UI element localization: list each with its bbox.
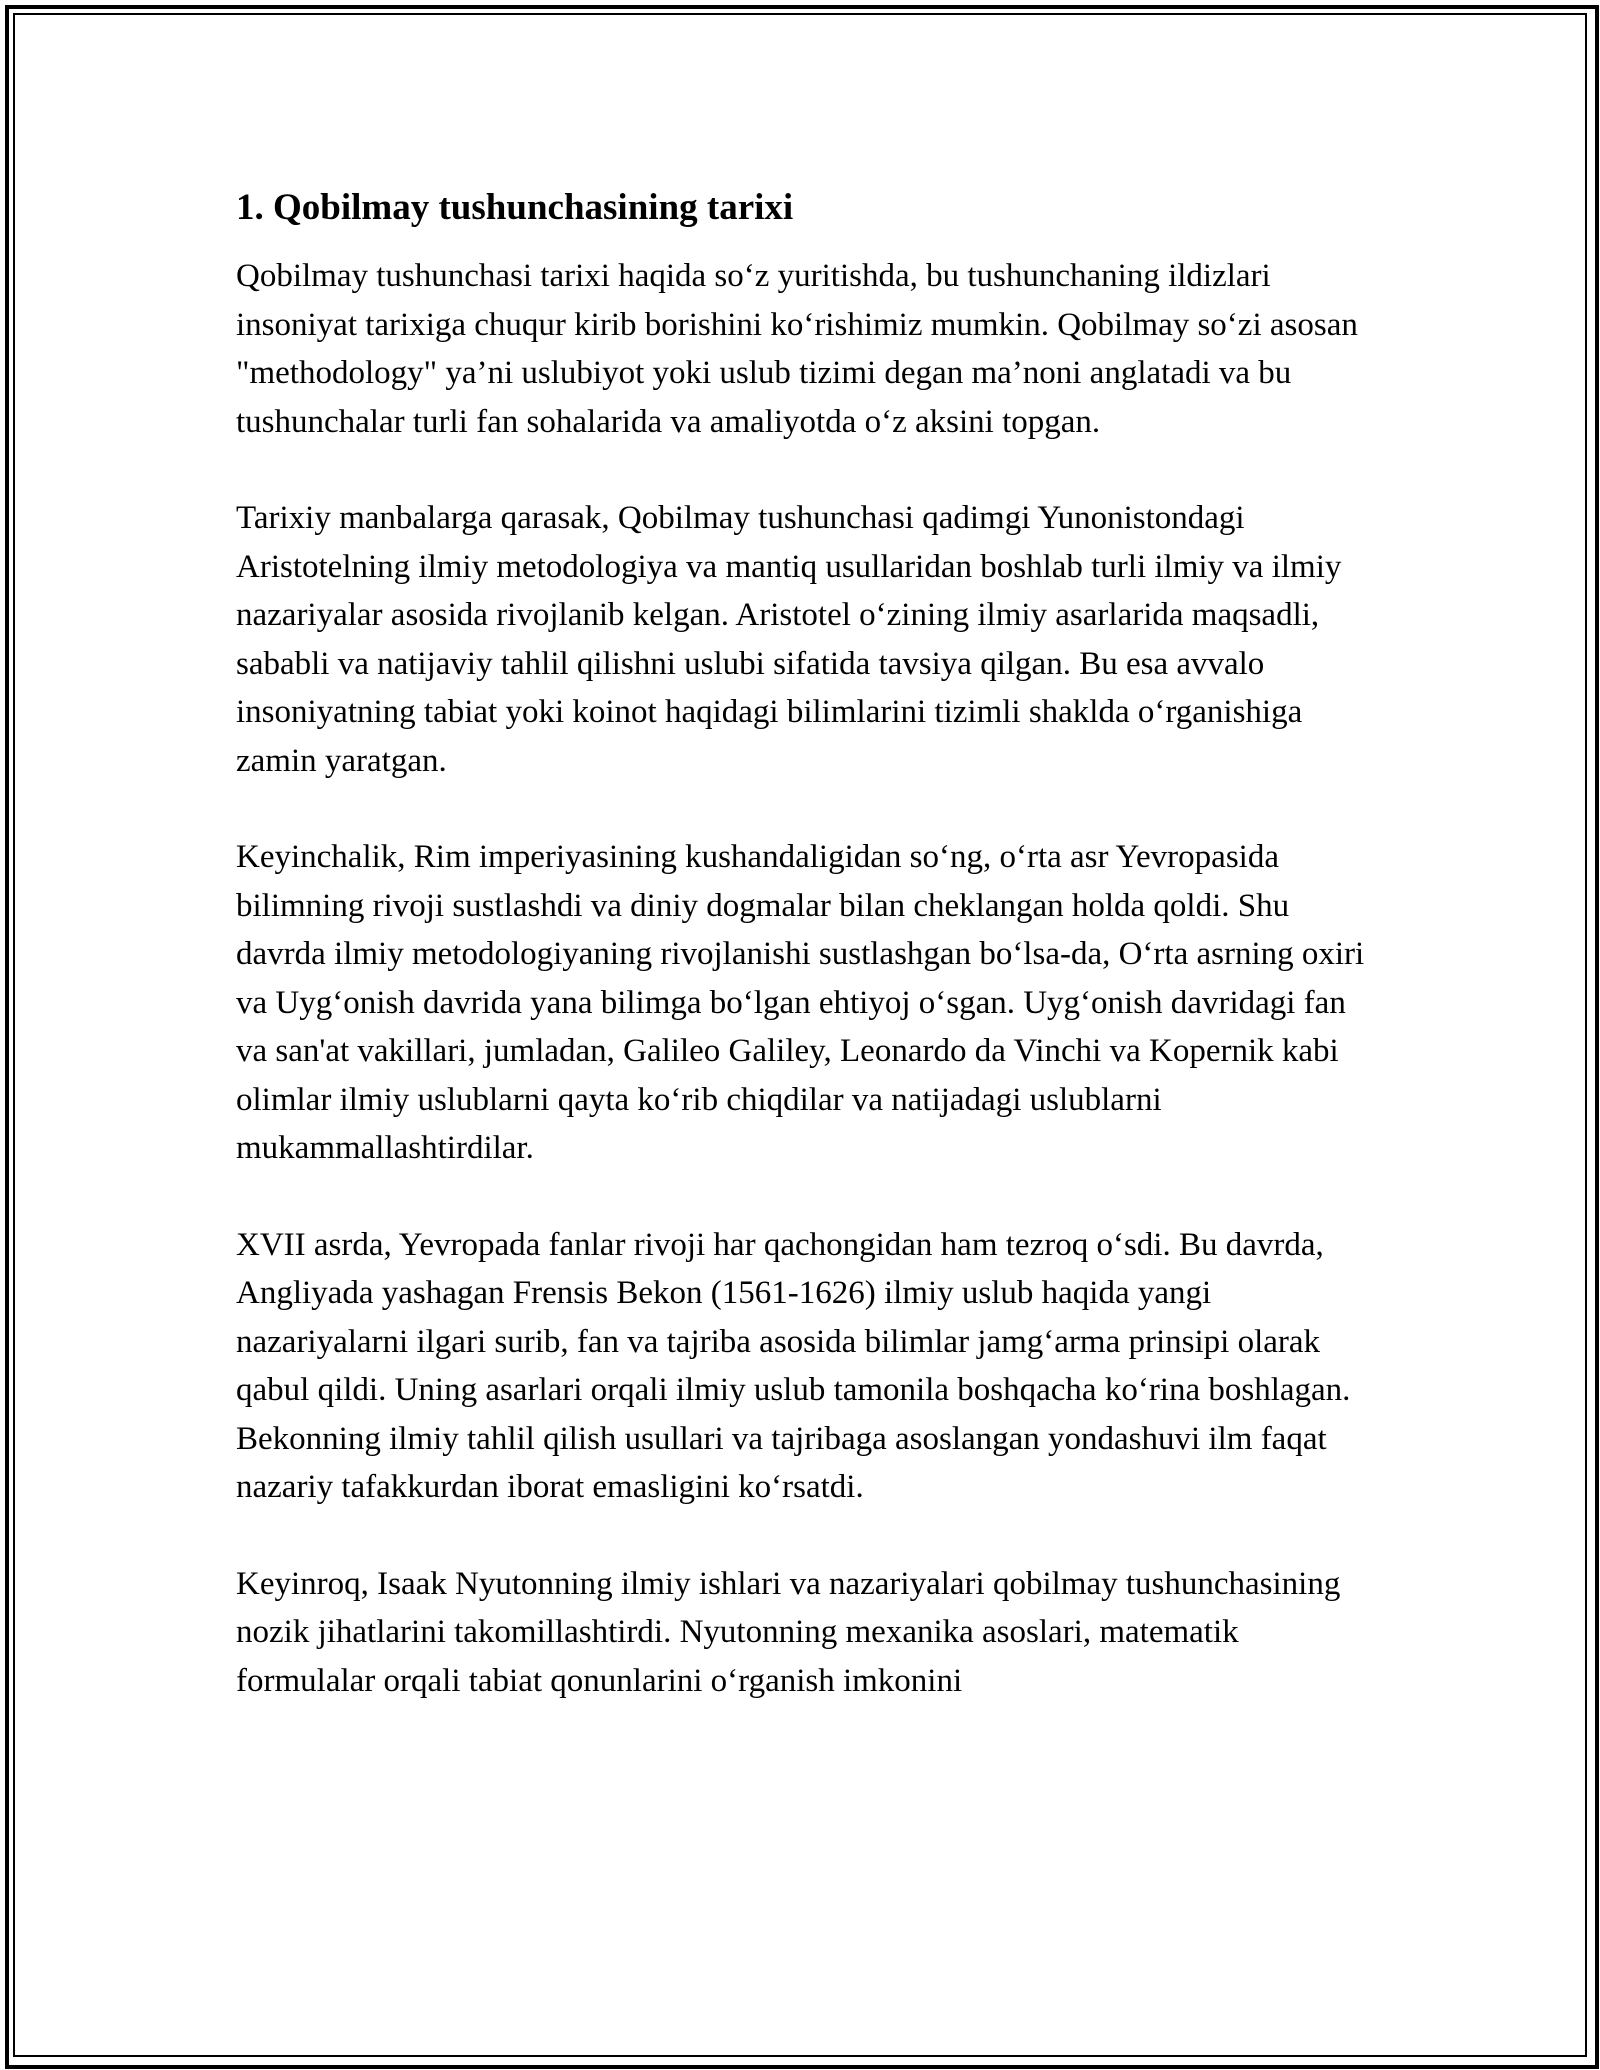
section-heading: 1. Qobilmay tushunchasining tarixi xyxy=(236,187,794,228)
paragraph-5: Keyinroq, Isaak Nyutonning ilmiy ishlari va nazariyalari qobilmay tushunchasining nozik jihatlarini takomillashtirdi. Nyutonning mexanika asoslari, matematik formulalar orqali tabiat qonunlarini o‘rganish imkonini xyxy=(236,1565,1341,1699)
paragraph-2: Tarixiy manbalarga qarasak, Qobilmay tushunchasi qadimgi Yunonistondagi Aristotelning ilmiy metodologiya va mantiq usullaridan boshlab turli ilmiy va ilmiy nazariyalar asosida rivojlanib kelgan. Aristotel o‘zining ilmiy asarlarida maqsadli, sababli va natijaviy tahlil qilishni uslubi sifatida tavsiya qilgan. Bu esa avvalo insoniyatning tabiat yoki koinot haqidagi bilimlarini tizimli shaklda o‘rganishiga zamin yaratgan. xyxy=(236,500,1342,779)
document-body xyxy=(236,184,1376,1705)
paragraph-1: Qobilmay tushunchasi tarixi haqida so‘z yuritishda, bu tushunchaning ildizlari insoniyat tarixiga chuqur kirib borishini ko‘rishimiz mumkin. Qobilmay so‘zi asosan "methodology" ya’ni uslubiyot yoki uslub tizimi degan ma’noni anglatadi va bu tushunchalar turli fan sohalarida va amaliyotda o‘z aksini topgan. xyxy=(236,258,1358,440)
paragraph-3: Keyinchalik, Rim imperiyasining kushandaligidan so‘ng, o‘rta asr Yevropasida bilimning rivoji sustlashdi va diniy dogmalar bilan cheklangan holda qoldi. Shu davrda ilmiy metodologiyaning rivojlanishi sustlashgan bo‘lsa-da, O‘rta asrning oxiri va Uyg‘onish davrida yana bilimga bo‘lgan ehtiyoj o‘sgan. Uyg‘onish davridagi fan va san'at vakillari, jumladan, Galileo Galiley, Leonardo da Vinchi va Kopernik kabi olimlar ilmiy uslublarni qayta ko‘rib chiqdilar va natijadagi uslublarni mukammallashtirdilar. xyxy=(236,839,1365,1166)
paragraph-4: XVII asrda, Yevropada fanlar rivoji har qachongidan ham tezroq o‘sdi. Bu davrda, Angliyada yashagan Frensis Bekon (1561-1626) ilmiy uslub haqida yangi nazariyalarni ilgari surib, fan va tajriba asosida bilimlar jamg‘arma prinsipi olarak qabul qildi. Uning asarlari orqali ilmiy uslub tamonila boshqacha ko‘rina boshlagan. Bekonning ilmiy tahlil qilish usullari va tajribaga asoslangan yondashuvi ilm faqat nazariy tafakkurdan iborat emasligini ko‘rsatdi. xyxy=(236,1226,1351,1505)
